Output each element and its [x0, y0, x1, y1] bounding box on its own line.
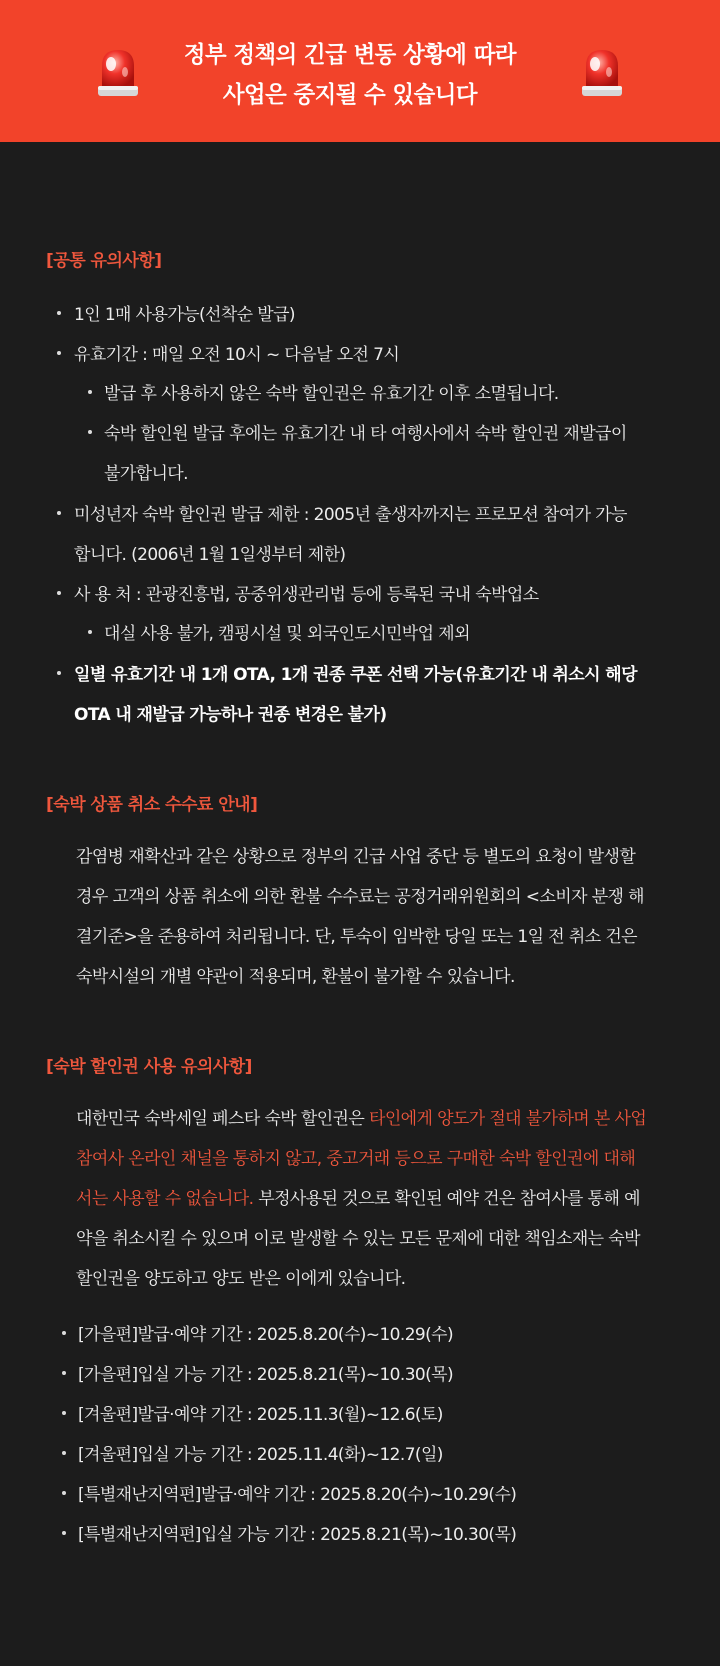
period-item: [겨울편]입실 가능 기간 : 2025.11.4(화)~12.7(일)	[78, 1445, 443, 1465]
warning-line: 참여사 온라인 채널을 통하지 않고, 중고거래 등으로 구매한 숙박 할인권에 대해	[76, 1149, 636, 1169]
list-item: 1인 1매 사용가능(선착순 발급)	[74, 305, 295, 325]
section-title-cancellation: [숙박 상품 취소 수수료 안내]	[46, 795, 258, 815]
list-item: 대실 사용 불가, 캠핑시설 및 외국인도시민박업 제외	[104, 624, 470, 644]
period-item: [가을편]발급·예약 기간 : 2025.8.20(수)~10.29(수)	[78, 1325, 454, 1345]
bullet-dot	[62, 1491, 66, 1495]
warning-text: 서는 사용할 수 없습니다.	[76, 1189, 254, 1209]
bullet-dot	[88, 630, 92, 634]
list-item: 미성년자 숙박 할인권 발급 제한 : 2005년 출생자까지는 프로모션 참여가 가능	[74, 505, 627, 525]
banner-line-2: 사업은 중지될 수 있습니다	[222, 82, 477, 108]
bullet-dot	[88, 430, 92, 434]
bullet-dot	[88, 390, 92, 394]
list-item: 사 용 처 : 관광진흥법, 공중위생관리법 등에 등록된 국내 숙박업소	[74, 585, 539, 605]
list-item-bold-continued: OTA 내 재발급 가능하나 권종 변경은 불가)	[74, 705, 387, 725]
bullet-dot	[62, 1411, 66, 1415]
bullet-dot	[62, 1531, 66, 1535]
period-item: [특별재난지역편]입실 가능 기간 : 2025.8.21(목)~10.30(목)	[78, 1525, 517, 1545]
list-item-continued: 합니다. (2006년 1월 1일생부터 제한)	[74, 545, 346, 565]
warning-text: 타인에게 양도가 절대 불가하며 본 사업	[369, 1109, 647, 1129]
list-item: 유효기간 : 매일 오전 10시 ~ 다음날 오전 7시	[74, 345, 400, 365]
banner-line-1: 정부 정책의 긴급 변동 상황에 따라	[183, 42, 516, 68]
bullet-dot	[62, 1451, 66, 1455]
bullet-dot	[57, 511, 61, 515]
bullet-dot	[57, 671, 61, 675]
period-item: [특별재난지역편]발급·예약 기간 : 2025.8.20(수)~10.29(수)	[78, 1485, 517, 1505]
bullet-dot	[57, 591, 61, 595]
period-item: [겨울편]발급·예약 기간 : 2025.11.3(월)~12.6(토)	[78, 1405, 443, 1425]
paragraph-line: 결기준>을 준용하여 처리됩니다. 단, 투숙이 임박한 당일 또는 1일 전 취소 건은	[76, 927, 637, 947]
list-item: 숙박 할인원 발급 후에는 유효기간 내 타 여행사에서 숙박 할인권 재발급이	[104, 424, 627, 444]
list-item: 발급 후 사용하지 않은 숙박 할인권은 유효기간 이후 소멸됩니다.	[104, 384, 559, 404]
notice-banner	[0, 0, 720, 142]
bullet-dot	[57, 311, 61, 315]
paragraph-line: 약을 취소시킬 수 있으며 이로 발생할 수 있는 모든 문제에 대한 책임소재는 숙박	[76, 1229, 640, 1249]
bullet-dot	[62, 1371, 66, 1375]
list-item-continued: 불가합니다.	[104, 464, 188, 484]
section-title-voucher-usage: [숙박 할인권 사용 유의사항]	[46, 1057, 252, 1077]
paragraph-line: 감염병 재확산과 같은 상황으로 정부의 긴급 사업 중단 등 별도의 요청이 발생할	[76, 847, 636, 867]
paragraph-line: 숙박시설의 개별 약관이 적용되며, 환불이 불가할 수 있습니다.	[76, 967, 515, 987]
paragraph-line	[76, 1184, 640, 1209]
paragraph-line: 할인권을 양도하고 양도 받은 이에게 있습니다.	[76, 1269, 406, 1289]
list-item-bold: 일별 유효기간 내 1개 OTA, 1개 권종 쿠폰 선택 가능(유효기간 내 취소시 해당	[74, 665, 637, 685]
paragraph-line	[76, 1104, 646, 1129]
bullet-dot	[62, 1331, 66, 1335]
paragraph-line: 경우 고객의 상품 취소에 의한 환불 수수료는 공정거래위원회의 <소비자 분쟁 해	[76, 887, 644, 907]
bullet-dot	[57, 351, 61, 355]
paragraph-text: 부정사용된 것으로 확인된 예약 건은 참여사를 통해 예	[253, 1189, 640, 1209]
period-item: [가을편]입실 가능 기간 : 2025.8.21(목)~10.30(목)	[78, 1365, 454, 1385]
paragraph-text: 대한민국 숙박세일 페스타 숙박 할인권은	[76, 1109, 369, 1129]
section-title-common: [공통 유의사항]	[46, 251, 162, 271]
